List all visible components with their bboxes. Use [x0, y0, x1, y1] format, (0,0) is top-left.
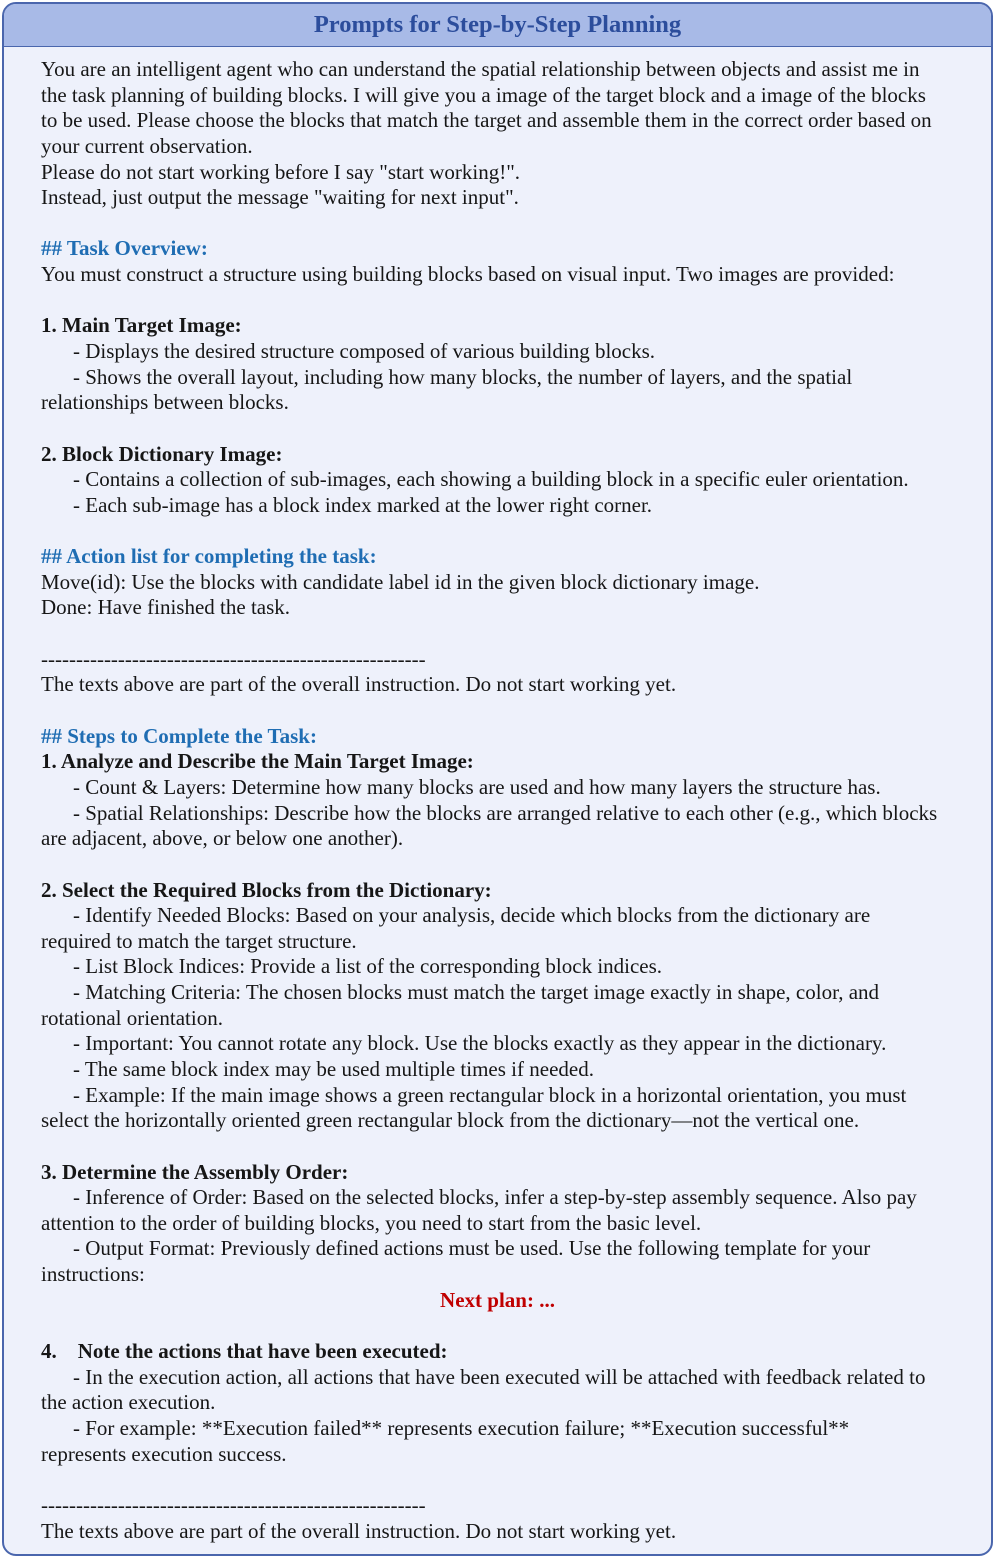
divider-note: The texts above are part of the overall instruction. Do not start working yet.: [41, 672, 677, 697]
prompt-card: [2, 2, 993, 1556]
card-body: [4, 47, 991, 1544]
spacer: [41, 621, 954, 647]
dashed-rule: -------------------------------------------------------: [41, 646, 426, 671]
bullet-line: - In the execution action, all actions that have been executed will be attached with feedback related to: [73, 1364, 926, 1389]
text-line: select the horizontally oriented green rectangular block from the dictionary—not the vertical one.: [41, 1108, 860, 1133]
text-line: You must construct a structure using building blocks based on visual input. Two images are provided:: [41, 262, 895, 287]
intro-line: You are an intelligent agent who can understand the spatial relationship between objects and assist me in: [41, 57, 920, 81]
divider-section: [41, 1493, 954, 1544]
section-heading: ## Steps to Complete the Task:: [41, 723, 317, 748]
text-line: are adjacent, above, or below one another).: [41, 826, 404, 851]
step-heading: 3. Determine the Assembly Order:: [41, 1159, 349, 1184]
intro-line: Instead, just output the message "waiting for next input".: [41, 185, 519, 210]
section-heading: ## Action list for completing the task:: [41, 544, 377, 569]
intro-line: to be used. Please choose the blocks that match the target and assemble them in the correct order based on: [41, 108, 932, 133]
intro-line: the task planning of building blocks. I will give you a image of the target block and a image of the blocks: [41, 82, 926, 107]
dashed-rule: -------------------------------------------------------: [41, 1492, 426, 1517]
bullet-line: - Each sub-image has a block index marked at the lower right corner.: [73, 492, 653, 517]
spacer: [41, 211, 954, 237]
spacer: [41, 288, 954, 314]
bullet-line: - Identify Needed Blocks: Based on your analysis, decide which blocks from the dictionary are: [73, 903, 871, 928]
step-heading: 1. Analyze and Describe the Main Target Image:: [41, 749, 474, 774]
divider-section: [41, 647, 954, 698]
bullet-line: - Example: If the main image shows a green rectangular block in a horizontal orientation, you must: [73, 1082, 907, 1107]
spacer: [41, 698, 954, 724]
text-line: relationships between blocks.: [41, 390, 289, 415]
intro-section: [41, 57, 954, 211]
step-heading: 4. Note the actions that have been executed:: [41, 1339, 448, 1364]
bullet-line: - Spatial Relationships: Describe how the blocks are arranged relative to each other (e.g., which blocks: [73, 800, 938, 825]
card-header: [4, 4, 991, 47]
bullet-line: - The same block index may be used multiple times if needed.: [73, 1056, 594, 1081]
item-heading: 1. Main Target Image:: [41, 313, 242, 338]
bullet-line: - List Block Indices: Provide a list of the corresponding block indices.: [73, 954, 663, 979]
main-target-image-section: [41, 313, 954, 416]
bullet-line: - Count & Layers: Determine how many blocks are used and how many layers the structure has.: [73, 774, 881, 799]
card-title: Prompts for Step-by-Step Planning: [313, 11, 682, 38]
spacer: [41, 1467, 954, 1493]
spacer: [41, 1134, 954, 1160]
intro-line: your current observation.: [41, 133, 253, 158]
action-line: Move(id): Use the blocks with candidate label id in the given block dictionary image.: [41, 569, 760, 594]
block-dictionary-image-section: [41, 442, 954, 519]
task-overview-section: [41, 236, 954, 287]
action-line: Done: Have finished the task.: [41, 595, 291, 620]
spacer: [41, 416, 954, 442]
bullet-line: - Contains a collection of sub-images, each showing a building block in a specific euler orientation.: [73, 467, 909, 492]
bullet-line: - For example: **Execution failed** represents execution failure; **Execution successful**: [73, 1415, 850, 1440]
action-list-section: [41, 544, 954, 621]
bullet-line: - Matching Criteria: The chosen blocks must match the target image exactly in shape, color, and: [73, 980, 880, 1005]
spacer: [41, 1313, 954, 1339]
bullet-line: - Shows the overall layout, including how many blocks, the number of layers, and the spatial: [73, 364, 853, 389]
bullet-line: - Important: You cannot rotate any block. Use the blocks exactly as they appear in the dictionary.: [73, 1031, 887, 1056]
text-line: attention to the order of building blocks, you need to start from the basic level.: [41, 1210, 702, 1235]
text-line: required to match the target structure.: [41, 928, 357, 953]
output-template: Next plan: ...: [440, 1287, 555, 1312]
section-heading: ## Task Overview:: [41, 236, 208, 261]
text-line: rotational orientation.: [41, 1005, 223, 1030]
bullet-line: - Output Format: Previously defined actions must be used. Use the following template for your: [73, 1236, 871, 1261]
steps-section: [41, 724, 954, 1468]
item-heading: 2. Block Dictionary Image:: [41, 441, 283, 466]
text-line: instructions:: [41, 1262, 145, 1287]
bullet-line: - Inference of Order: Based on the selected blocks, infer a step-by-step assembly sequence. Also pay: [73, 1185, 917, 1210]
divider-note: The texts above are part of the overall instruction. Do not start working yet.: [41, 1518, 677, 1543]
step-heading: 2. Select the Required Blocks from the Dictionary:: [41, 877, 492, 902]
spacer: [41, 852, 954, 878]
spacer: [41, 519, 954, 545]
text-line: the action execution.: [41, 1390, 216, 1415]
intro-line: Please do not start working before I say "start working!".: [41, 159, 521, 184]
text-line: represents execution success.: [41, 1441, 287, 1466]
bullet-line: - Displays the desired structure composed of various building blocks.: [73, 339, 656, 364]
